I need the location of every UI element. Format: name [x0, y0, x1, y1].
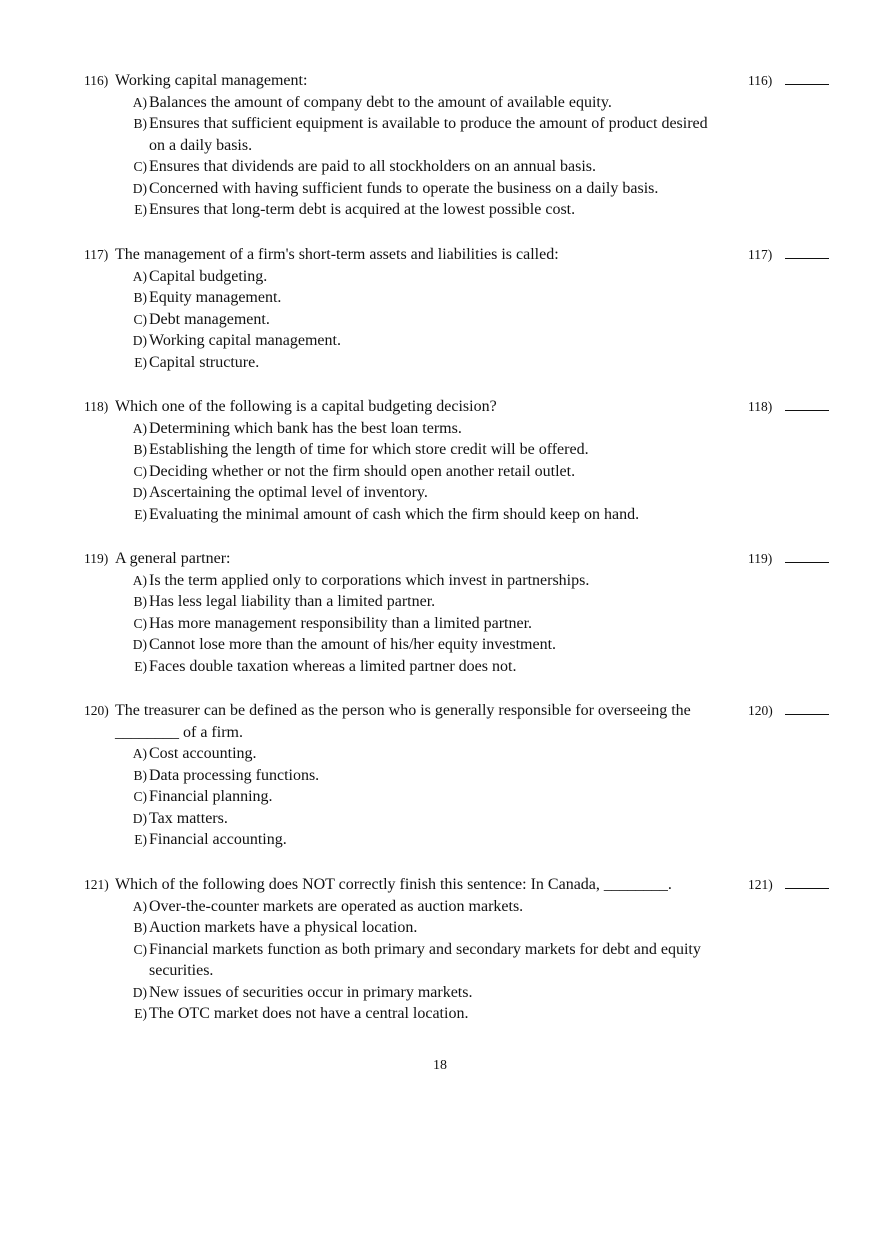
- question-stem: [84, 874, 830, 896]
- option-letter: C): [133, 941, 147, 957]
- option-e: [84, 829, 830, 851]
- option-letter: A): [132, 94, 147, 110]
- question-text: The treasurer can be defined as the person who is generally responsible for overseeing the ________ of a firm.: [115, 702, 691, 741]
- option-text: The OTC market does not have a central location.: [149, 1005, 469, 1022]
- option-letter: C): [133, 789, 147, 804]
- option-list: [84, 570, 830, 678]
- answer-blank-line[interactable]: [785, 258, 829, 259]
- question-text: Which one of the following is a capital budgeting decision?: [115, 398, 497, 415]
- option-text: Auction markets have a physical location.: [149, 919, 418, 936]
- question-number: 121): [84, 877, 109, 892]
- question-number: 118): [84, 399, 109, 414]
- question-stem: [84, 396, 830, 418]
- option-c: [84, 309, 830, 331]
- option-letter: C): [133, 311, 147, 327]
- option-text: Over-the-counter markets are operated as auction markets.: [149, 897, 524, 915]
- option-b: [84, 917, 830, 939]
- option-text: Is the term applied only to corporations which invest in partnerships.: [149, 571, 590, 589]
- option-list: [84, 896, 830, 1025]
- option-text: Capital budgeting.: [149, 267, 268, 285]
- option-letter: B): [133, 116, 147, 131]
- option-text: Working capital management.: [149, 332, 341, 349]
- option-letter: D): [132, 810, 147, 826]
- question-text: Working capital management:: [115, 72, 308, 89]
- question-117: [84, 244, 830, 373]
- option-letter: A): [132, 746, 147, 761]
- option-text: Has less legal liability than a limited partner.: [149, 593, 436, 610]
- option-c: [84, 461, 830, 483]
- option-text: Ascertaining the optimal level of inventory.: [149, 484, 428, 501]
- option-text: Deciding whether or not the firm should open another retail outlet.: [149, 462, 576, 480]
- option-b: [84, 439, 830, 461]
- option-e: [84, 504, 830, 526]
- option-letter: B): [133, 767, 147, 783]
- option-a: [84, 570, 830, 592]
- answer-number: 119): [748, 551, 773, 566]
- option-text: Faces double taxation whereas a limited partner does not.: [149, 657, 517, 675]
- option-e: [84, 1003, 830, 1025]
- option-list: [84, 266, 830, 374]
- option-text: Ensures that dividends are paid to all stockholders on an annual basis.: [149, 158, 597, 175]
- question-text: The management of a firm's short-term assets and liabilities is called:: [115, 246, 559, 263]
- option-text: Financial planning.: [149, 788, 273, 805]
- answer-number: 116): [748, 73, 773, 88]
- option-letter: E): [134, 658, 147, 674]
- option-list: [84, 92, 830, 221]
- option-text: Financial accounting.: [149, 831, 287, 848]
- option-letter: E): [134, 354, 147, 370]
- option-d: [84, 982, 830, 1004]
- answer-number: 121): [748, 877, 773, 892]
- option-text: Cannot lose more than the amount of his/her equity investment.: [149, 636, 557, 653]
- option-text: Equity management.: [149, 289, 282, 306]
- option-letter: A): [132, 572, 147, 588]
- option-letter: E): [134, 1006, 147, 1021]
- option-letter: D): [132, 637, 147, 652]
- question-119: [84, 548, 830, 677]
- option-letter: B): [133, 290, 147, 305]
- question-stem: [84, 244, 830, 266]
- question-stem: [84, 70, 830, 92]
- option-text: Ensures that sufficient equipment is available to produce the amount of product desired on a daily basis.: [149, 115, 708, 154]
- answer-number: 117): [748, 247, 773, 262]
- question-number: 116): [84, 73, 109, 88]
- option-d: [84, 330, 830, 352]
- option-d: [84, 808, 830, 830]
- option-d: [84, 634, 830, 656]
- option-e: [84, 199, 830, 221]
- question-text: A general partner:: [115, 550, 231, 567]
- option-list: [84, 743, 830, 851]
- option-letter: D): [132, 180, 147, 196]
- option-b: [84, 765, 830, 787]
- question-stem: [84, 548, 830, 570]
- answer-number: 118): [748, 399, 773, 414]
- option-letter: C): [133, 615, 147, 631]
- option-d: [84, 482, 830, 504]
- question-116: [84, 70, 830, 221]
- option-text: Determining which bank has the best loan terms.: [149, 419, 462, 437]
- option-a: [84, 418, 830, 440]
- option-c: [84, 613, 830, 635]
- option-letter: B): [133, 920, 147, 935]
- option-letter: B): [133, 442, 147, 457]
- answer-blank-line[interactable]: [785, 84, 829, 85]
- option-letter: C): [133, 159, 147, 174]
- answer-blank-line[interactable]: [785, 562, 829, 563]
- option-text: Evaluating the minimal amount of cash which the firm should keep on hand.: [149, 505, 640, 523]
- option-letter: D): [132, 333, 147, 348]
- option-text: Balances the amount of company debt to the amount of available equity.: [149, 93, 612, 111]
- question-stem: [84, 700, 830, 743]
- question-text: Which of the following does NOT correctly finish this sentence: In Canada, ________.: [115, 876, 672, 893]
- question-number: 117): [84, 247, 109, 262]
- option-text: Cost accounting.: [149, 745, 257, 762]
- option-letter: C): [133, 463, 147, 479]
- option-list: [84, 418, 830, 526]
- option-b: [84, 591, 830, 613]
- option-text: New issues of securities occur in primary markets.: [149, 983, 473, 1001]
- option-letter: D): [132, 485, 147, 500]
- answer-blank-line[interactable]: [785, 714, 829, 715]
- question-number: 120): [84, 703, 109, 718]
- option-letter: E): [134, 202, 147, 217]
- option-c: [84, 939, 830, 982]
- option-e: [84, 352, 830, 374]
- option-text: Debt management.: [149, 310, 270, 328]
- option-letter: B): [133, 594, 147, 609]
- option-letter: E): [134, 832, 147, 847]
- option-letter: D): [132, 984, 147, 1000]
- option-c: [84, 786, 830, 808]
- option-letter: A): [132, 268, 147, 284]
- answer-blank-line[interactable]: [785, 888, 829, 889]
- option-text: Establishing the length of time for which store credit will be offered.: [149, 441, 589, 458]
- answer-number: 120): [748, 703, 773, 718]
- option-a: [84, 743, 830, 765]
- option-b: [84, 113, 830, 156]
- option-letter: A): [132, 898, 147, 914]
- option-text: Has more management responsibility than a limited partner.: [149, 614, 533, 632]
- option-text: Capital structure.: [149, 353, 260, 371]
- option-a: [84, 92, 830, 114]
- option-a: [84, 266, 830, 288]
- answer-blank-line[interactable]: [785, 410, 829, 411]
- question-number: 119): [84, 551, 109, 566]
- option-text: Concerned with having sufficient funds to operate the business on a daily basis.: [149, 179, 659, 197]
- option-text: Ensures that long-term debt is acquired at the lowest possible cost.: [149, 201, 576, 218]
- option-letter: A): [132, 420, 147, 436]
- option-text: Data processing functions.: [149, 766, 320, 784]
- question-120: [84, 700, 830, 851]
- option-letter: E): [134, 506, 147, 522]
- option-text: Tax matters.: [149, 809, 228, 827]
- option-d: [84, 178, 830, 200]
- option-c: [84, 156, 830, 178]
- page-number: 18: [433, 1058, 447, 1073]
- option-b: [84, 287, 830, 309]
- option-e: [84, 656, 830, 678]
- option-a: [84, 896, 830, 918]
- question-118: [84, 396, 830, 525]
- question-121: [84, 874, 830, 1025]
- option-text: Financial markets function as both primary and secondary markets for debt and equity securities.: [149, 940, 701, 979]
